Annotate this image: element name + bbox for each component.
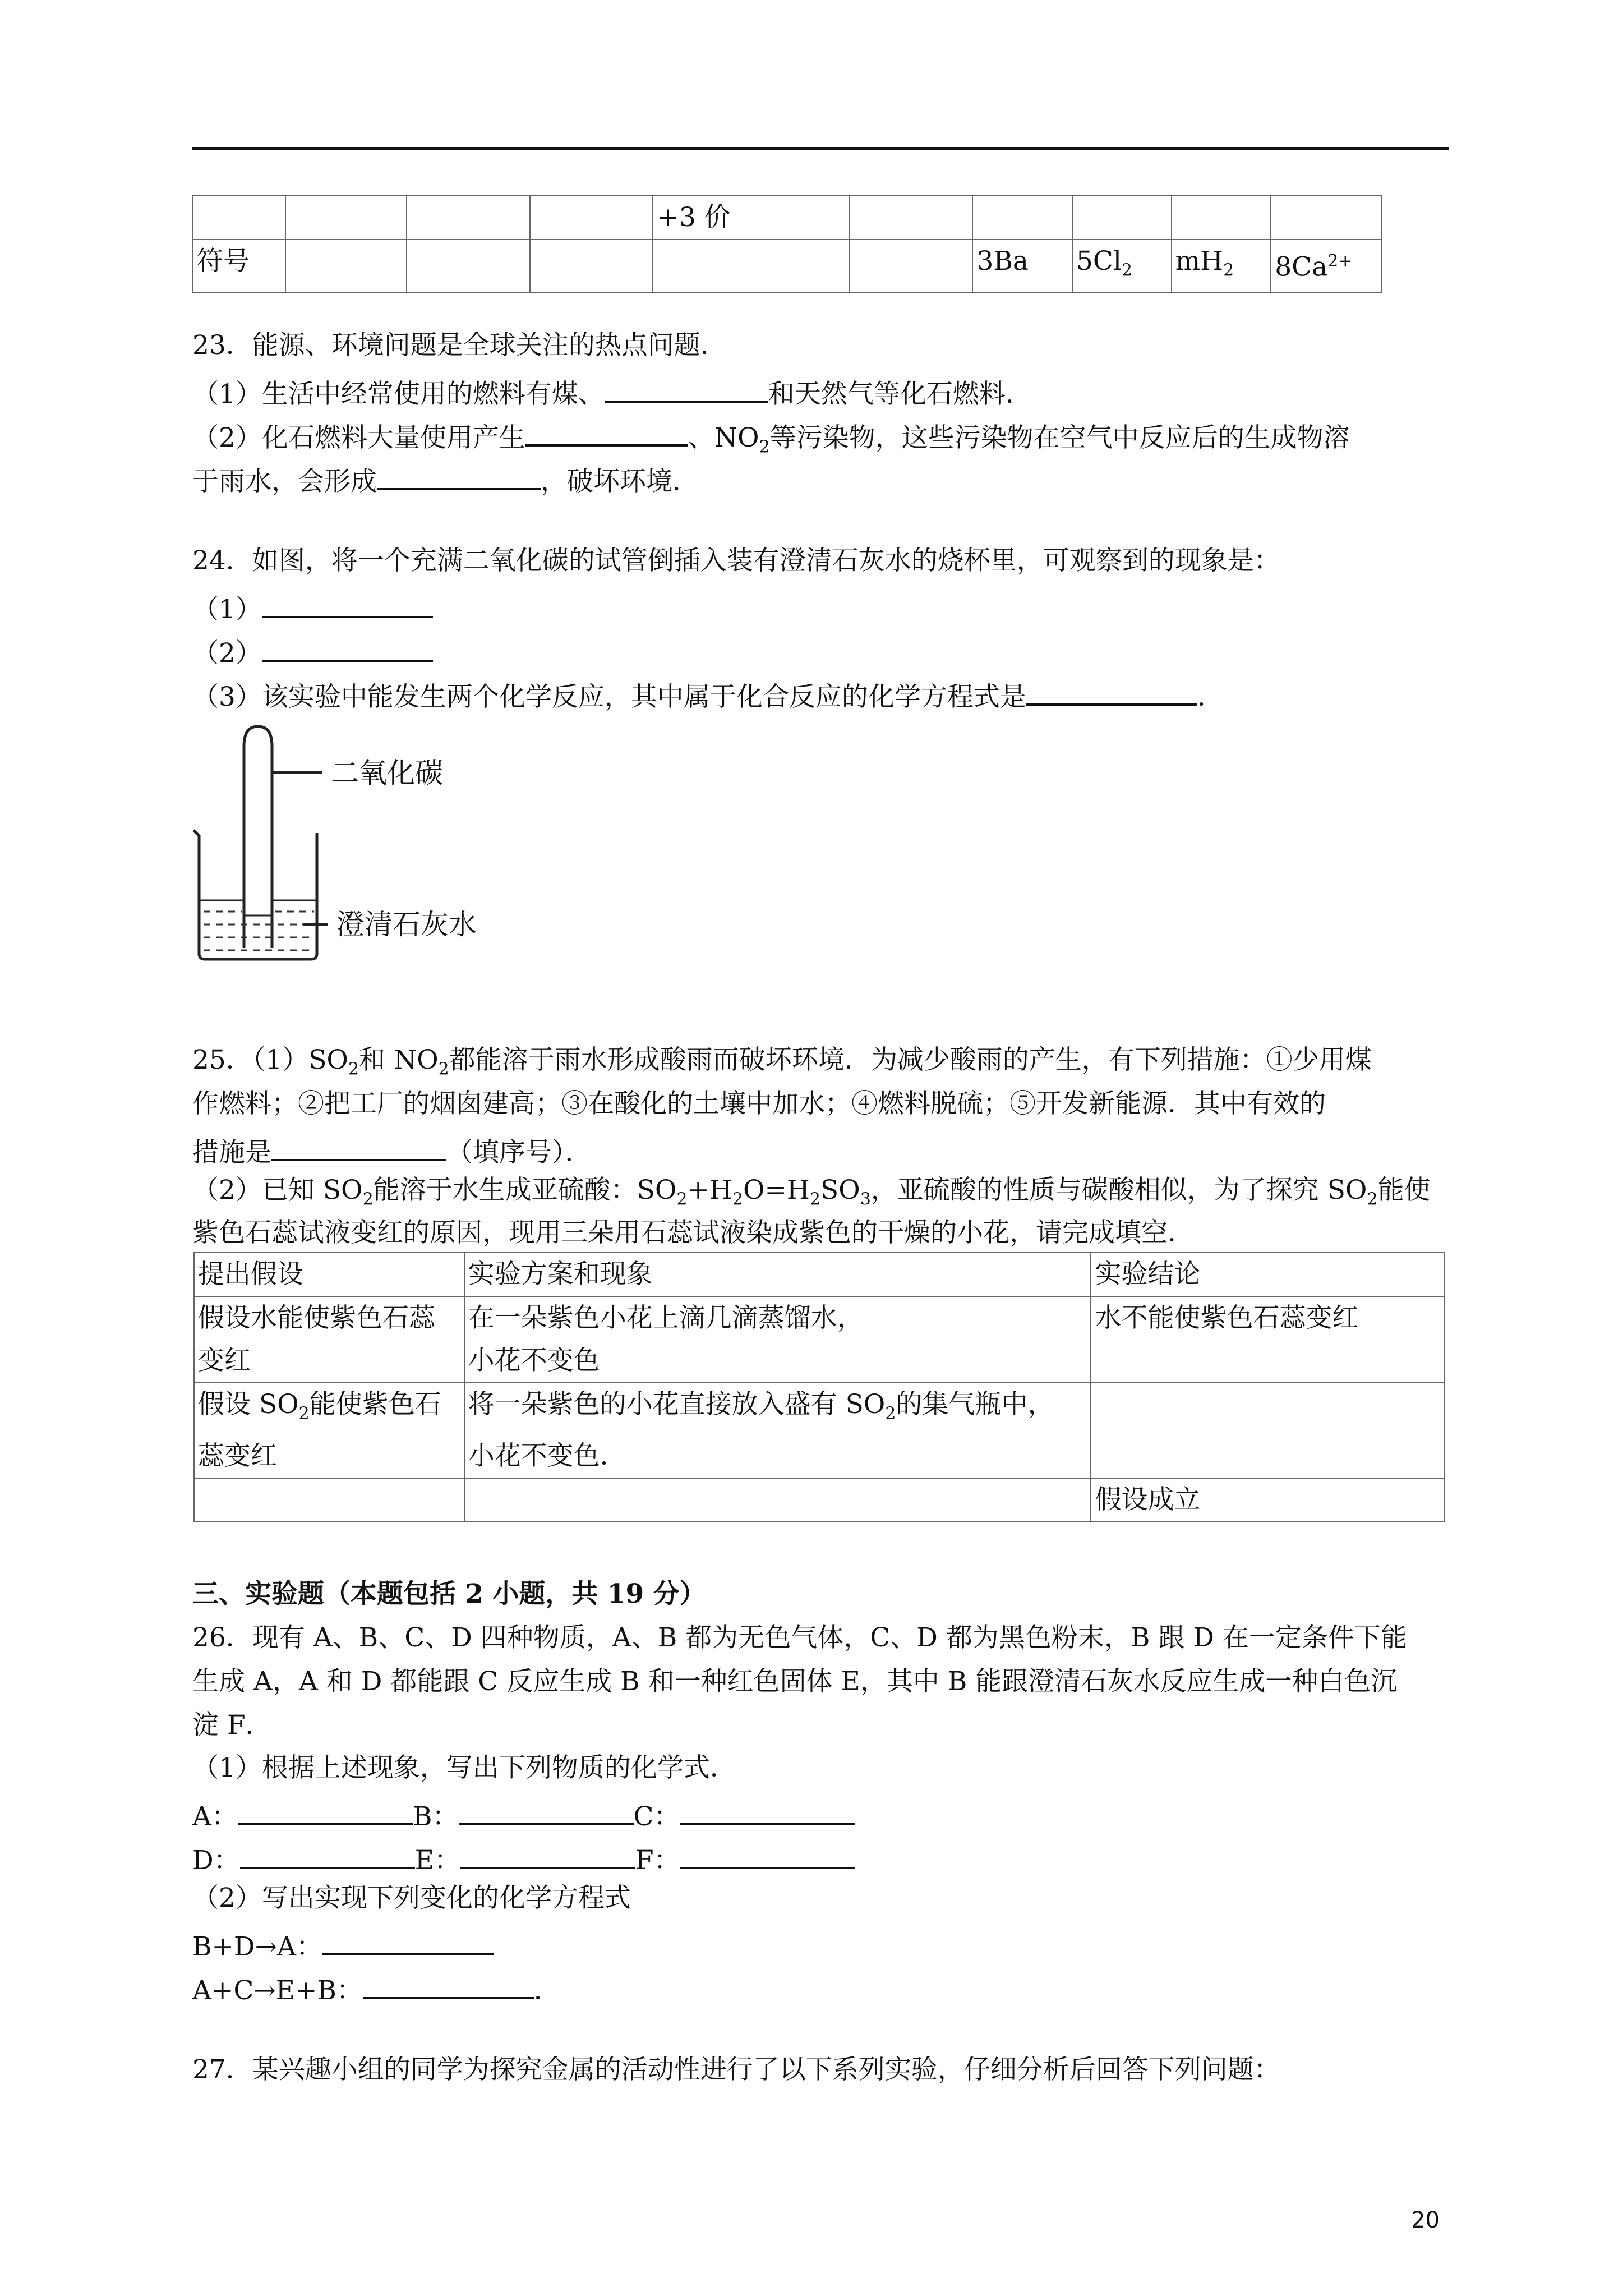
header-rule <box>192 147 1449 150</box>
q26-eq1: B+D→A： <box>192 1929 494 1960</box>
q26-abc: A： B： C： <box>192 1798 855 1830</box>
cell-mh2: $mH_2$ <box>1172 240 1271 292</box>
q25-line5: 紫色石蕊试液变红的原因，现用三朵用石蕊试液染成紫色的干燥的小花，请完成填空． <box>192 1217 1194 1248</box>
q26-eq2: A+C→E+B： ． <box>192 1972 560 2004</box>
q26-line3: 淀 F． <box>192 1710 272 1741</box>
section-heading: 三、实验题（本题包括 2 小题，共 19 分） <box>192 1579 706 1609</box>
page-number: 20 <box>1411 2207 1440 2233</box>
q26-line7: （2）写出实现下列变化的化学方程式 <box>192 1883 631 1913</box>
q25-line4: （2）已知 $SO_2$能溶于水生成亚硫酸：$SO_2+H_2O=H_2SO_3$，亚硫酸的性质与碳酸相似，为了探究 $SO_2$能使 <box>192 1175 1431 1209</box>
q23-part3: 于雨水，会形成 ，破坏环境． <box>192 463 699 495</box>
q23-part2: （2）化石燃料大量使用产生 、$NO_2$等污染物，这些污染物在空气中反应后的生成物溶 <box>192 420 1350 455</box>
valence-cell: +3 价 <box>653 196 849 240</box>
q26-line2: 生成 A，A 和 D 都能跟 C 反应生成 B 和一种红色固体 E，其中 B 能跟澄清石灰水反应生成一种白色沉 <box>192 1666 1398 1697</box>
q25-line1: 25．$(1)SO_2$和 $NO_2$都能溶于雨水形成酸雨而破坏环境．为减少酸雨的产生，有下列措施：①少用煤 <box>192 1045 1372 1079</box>
q24-part3: （3）该实验中能发生两个化学反应，其中属于化合反应的化学方程式是 ． <box>192 679 1224 710</box>
cell-3ba: 3Ba <box>972 240 1072 292</box>
cell-5cl2: $5Cl_2$ <box>1072 240 1172 292</box>
top-table <box>192 195 1382 293</box>
q26-def: D： E： F： <box>192 1842 855 1874</box>
q25-line3: 措施是 （填序号）． <box>192 1134 592 1166</box>
label-co2: 二氧化碳 <box>331 757 443 789</box>
q25-line2: 作燃料；②把工厂的烟囱建高；③在酸化的土壤中加水；④燃料脱硫；⑤开发新能源．其中有效的 <box>192 1088 1326 1119</box>
q23-part1: （1）生活中经常使用的燃料有煤、 和天然气等化石燃料． <box>192 376 1032 407</box>
cell-8ca2plus: $8Ca^{2+}$ <box>1271 240 1382 292</box>
q26-line4: （1）根据上述现象，写出下列物质的化学式． <box>192 1752 736 1783</box>
q24-part1: （1） <box>192 591 433 623</box>
q24-part2: （2） <box>192 635 433 666</box>
q26-line1: 26．现有 A、B、C、D 四种物质，A、B 都为无色气体，C、D 都为黑色粉末，B 跟 D 在一定条件下能 <box>192 1622 1407 1653</box>
q27-stem: 27．某兴趣小组的同学为探究金属的活动性进行了以下系列实验，仔细分析后回答下列问题： <box>192 2054 1280 2085</box>
hypothesis-table: 提出假设 实验方案和现象 实验结论 假设水能使紫色石蕊 变红 在一朵紫色小花上滴几滴蒸馏水， 小花不变色 水不能使紫色石蕊变红 假设 $SO_2$能使紫色石 蕊变红 将一朵紫色的小花直接放入盛有 $SO_2$的集气瓶中， 小花不变色． 假设成立 <box>193 1252 1445 1522</box>
q24-stem: 24．如图，将一个充满二氧化碳的试管倒插入装有澄清石灰水的烧杯里，可观察到的现象是： <box>192 545 1280 576</box>
label-limewater: 澄清石灰水 <box>336 908 477 941</box>
q23-stem: 23．能源、环境问题是全球关注的热点问题． <box>192 330 727 361</box>
symbol-label: 符号 <box>193 240 285 292</box>
